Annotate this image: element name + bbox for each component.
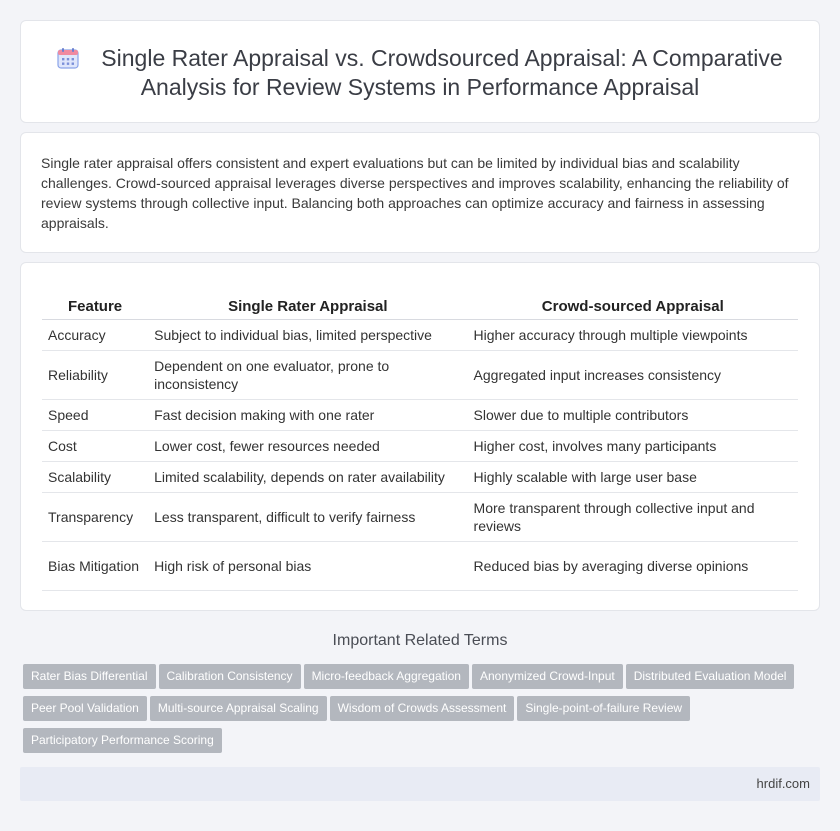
column-header: Single Rater Appraisal (148, 294, 467, 320)
summary-text: Single rater appraisal offers consistent and expert evaluations but can be limited by individual bias and scalability challenges. Crowd-sourced appraisal leverages diverse perspectives and improves scalability, enhancing the reliability of review systems through collective input. Balancing both approaches can optimize accuracy and fairness in assessing appraisals. (41, 155, 789, 231)
table-cell: Reduced bias by averaging diverse opinions (468, 542, 798, 591)
table-cell: High risk of personal bias (148, 542, 467, 591)
table-row (42, 462, 798, 493)
header-card (20, 20, 820, 123)
table-cell: Higher accuracy through multiple viewpoints (468, 320, 798, 351)
related-tag[interactable]: Micro-feedback Aggregation (304, 664, 469, 689)
table-cell: Speed (42, 400, 148, 431)
table-cell: Highly scalable with large user base (468, 462, 798, 493)
table-cell: Lower cost, fewer resources needed (148, 431, 467, 462)
related-tag[interactable]: Wisdom of Crowds Assessment (330, 696, 515, 721)
related-tag[interactable]: Rater Bias Differential (23, 664, 156, 689)
comparison-table (42, 294, 798, 591)
table-cell: Subject to individual bias, limited perspective (148, 320, 467, 351)
related-tag[interactable]: Participatory Performance Scoring (23, 728, 222, 753)
table-row (42, 320, 798, 351)
table-row (42, 493, 798, 542)
footer (20, 767, 820, 801)
calendar-icon (57, 47, 79, 69)
related-tag[interactable]: Single-point-of-failure Review (517, 696, 690, 721)
table-cell: Higher cost, involves many participants (468, 431, 798, 462)
footer-site-link[interactable]: hrdif.com (756, 776, 810, 791)
page-title (41, 44, 799, 102)
table-cell: Limited scalability, depends on rater availability (148, 462, 467, 493)
page-title-text: Single Rater Appraisal vs. Crowdsourced Appraisal: A Comparative Analysis for Review Systems in Performance Appraisal (101, 45, 783, 100)
table-cell: Transparency (42, 493, 148, 542)
table-row (42, 400, 798, 431)
table-cell: More transparent through collective input and reviews (468, 493, 798, 542)
table-row (42, 431, 798, 462)
comparison-table-card (20, 262, 820, 611)
column-header: Crowd-sourced Appraisal (468, 294, 798, 320)
table-cell: Slower due to multiple contributors (468, 400, 798, 431)
table-cell: Accuracy (42, 320, 148, 351)
table-cell: Reliability (42, 351, 148, 400)
table-row (42, 542, 798, 591)
related-tag[interactable]: Calibration Consistency (159, 664, 301, 689)
table-cell: Less transparent, difficult to verify fairness (148, 493, 467, 542)
related-tag[interactable]: Multi-source Appraisal Scaling (150, 696, 327, 721)
related-tag[interactable]: Anonymized Crowd-Input (472, 664, 623, 689)
table-cell: Fast decision making with one rater (148, 400, 467, 431)
table-cell: Scalability (42, 462, 148, 493)
related-terms-tags (23, 664, 823, 760)
column-header: Feature (42, 294, 148, 320)
table-cell: Aggregated input increases consistency (468, 351, 798, 400)
table-cell: Cost (42, 431, 148, 462)
table-row (42, 351, 798, 400)
related-tag[interactable]: Peer Pool Validation (23, 696, 147, 721)
table-cell: Bias Mitigation (42, 542, 148, 591)
summary-card (20, 132, 820, 253)
table-cell: Dependent on one evaluator, prone to inconsistency (148, 351, 467, 400)
table-header-row (42, 294, 798, 320)
related-terms-title: Important Related Terms (332, 632, 508, 649)
related-tag[interactable]: Distributed Evaluation Model (626, 664, 795, 689)
